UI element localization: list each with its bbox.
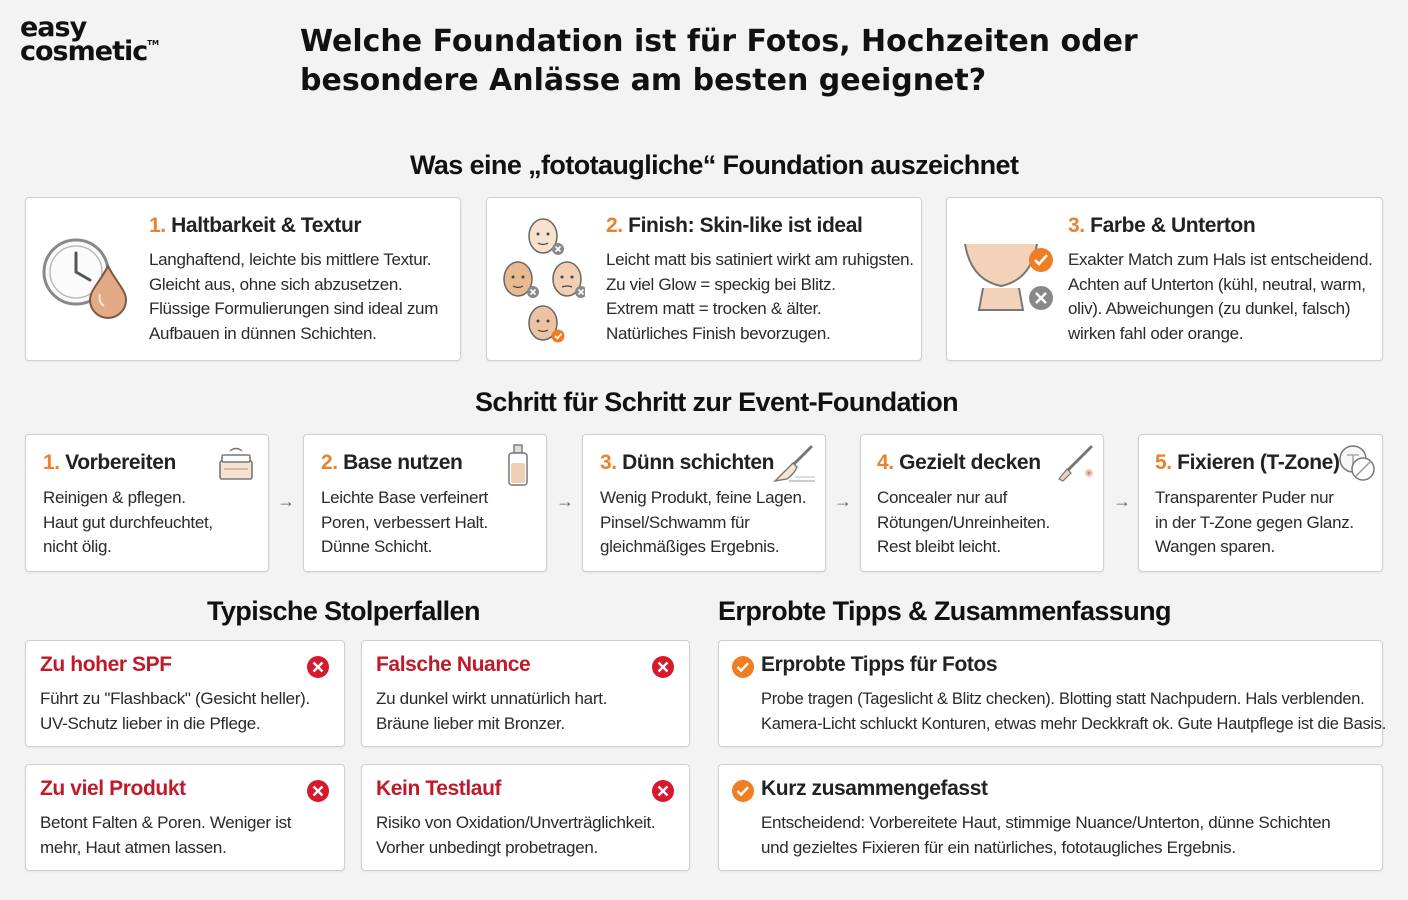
error-x-icon (306, 779, 330, 803)
feature-card-title (149, 214, 361, 238)
text-line: Langhaftend, leichte bis mittlere Textur. (149, 250, 432, 269)
step-number: 3. (600, 451, 617, 474)
text-line: Leichte Base verfeinert (321, 488, 488, 507)
text-line: mehr, Haut atmen lassen. (40, 837, 227, 857)
neck-match-icon (961, 238, 1061, 318)
step-card-text (877, 486, 1050, 560)
step-card-title (321, 451, 462, 475)
tip-text (761, 687, 1386, 736)
text-line: Exakter Match zum Hals ist entscheidend. (1068, 250, 1373, 269)
section-title-pitfalls: Typische Stolperfallen (207, 596, 480, 626)
feature-card-number: 1. (149, 214, 166, 237)
feature-card-durability (25, 197, 461, 361)
text-line: Haut gut durchfeuchtet, (43, 512, 213, 532)
feature-card-title (1068, 214, 1255, 238)
text-line: Zu dunkel wirkt unnatürlich hart. (376, 689, 608, 708)
feature-card-heading: Haltbarkeit & Textur (171, 214, 362, 237)
page-title: Welche Foundation ist für Fotos, Hochzeiten oder besondere Anlässe am besten geeignet? (300, 24, 1138, 98)
text-line: Betont Falten & Poren. Weniger ist (40, 813, 292, 832)
text-line: Dünne Schicht. (321, 537, 433, 556)
powder-icon (1337, 443, 1377, 483)
feature-card-text (606, 248, 914, 346)
pitfall-text (376, 811, 655, 860)
pitfall-card-product (25, 764, 345, 871)
text-line: Extrem matt = trocken & älter. (606, 299, 822, 318)
check-icon (731, 655, 755, 679)
text-line: gleichmäßiges Ergebnis. (600, 537, 780, 556)
step-card-text (43, 486, 213, 560)
step-card-title (877, 451, 1041, 475)
text-line: Transparenter Puder nur (1155, 488, 1334, 507)
text-line: Rötungen/Unreinheiten. (877, 512, 1050, 532)
step-card-title (1155, 451, 1340, 475)
text-line: in der T-Zone gegen Glanz. (1155, 512, 1354, 532)
error-x-icon (651, 779, 675, 803)
text-line: Leicht matt bis satiniert wirkt am ruhigsten. (606, 250, 914, 269)
step-card-prepare (25, 434, 269, 572)
cream-jar-icon (216, 447, 256, 483)
text-line: Kamera-Licht schluckt Konturen, etwas mehr Deckkraft ok. Gute Hautpflege ist die Basis. (761, 714, 1387, 733)
text-line: Poren, verbessert Halt. (321, 512, 488, 532)
step-card-fix (1138, 434, 1383, 572)
tip-title: Erprobte Tipps für Fotos (761, 653, 998, 676)
text-line: UV-Schutz lieber in die Pflege. (40, 713, 261, 733)
step-card-text (321, 486, 488, 560)
logo-line-1: easy (20, 12, 87, 43)
text-line: wirken fahl oder orange. (1068, 323, 1244, 343)
text-line: Wangen sparen. (1155, 537, 1275, 556)
text-line: Entscheidend: Vorbereitete Haut, stimmige Nuance/Unterton, dünne Schichten (761, 813, 1331, 832)
step-number: 1. (43, 451, 60, 474)
text-line: Wenig Produkt, feine Lagen. (600, 488, 807, 507)
text-line: Flüssige Formulierungen sind ideal zum (149, 299, 439, 318)
text-line: Risiko von Oxidation/Unverträglichkeit. (376, 813, 656, 832)
feature-card-number: 2. (606, 214, 623, 237)
foundation-bottle-icon (506, 443, 530, 487)
step-card-base (303, 434, 547, 572)
logo-line-2: cosmetic (20, 35, 148, 67)
step-number: 4. (877, 451, 894, 474)
pitfall-text (40, 811, 291, 860)
text-line: Concealer nur auf (877, 488, 1008, 507)
text-line: oliv). Abweichungen (zu dunkel, falsch) (1068, 299, 1351, 318)
arrow-right-icon: → (1113, 491, 1131, 511)
tip-card-summary (718, 764, 1383, 871)
pitfall-title: Zu viel Produkt (40, 777, 186, 800)
section-title-steps: Schritt für Schritt zur Event-Foundation (475, 387, 958, 417)
logo-trademark: TM (147, 38, 159, 47)
text-line: Achten auf Unterton (kühl, neutral, warm, (1068, 274, 1366, 294)
text-line: Bräune lieber mit Bronzer. (376, 713, 565, 733)
pitfall-text (40, 687, 310, 736)
tip-title: Kurz zusammengefasst (761, 777, 988, 800)
text-line: Vorher unbedingt probetragen. (376, 837, 598, 857)
clock-drop-icon (40, 236, 130, 322)
pitfall-title: Zu hoher SPF (40, 653, 172, 676)
step-number: 2. (321, 451, 338, 474)
text-line: Reinigen & pflegen. (43, 488, 186, 507)
step-heading: Dünn schichten (622, 451, 775, 474)
section-title-features: Was eine „fototaugliche“ Foundation auszeichnet (410, 150, 1019, 180)
feature-card-number: 3. (1068, 214, 1085, 237)
brush-icon (773, 443, 817, 483)
concealer-icon (1055, 443, 1097, 485)
arrow-right-icon: → (277, 491, 295, 511)
step-heading: Base nutzen (343, 451, 463, 474)
text-line: Pinsel/Schwamm für (600, 512, 750, 532)
pitfall-card-spf (25, 640, 345, 747)
text-line: Führt zu "Flashback" (Gesicht heller). (40, 689, 310, 708)
feature-card-heading: Finish: Skin-like ist ideal (628, 214, 863, 237)
pitfall-card-shade (361, 640, 690, 747)
step-card-title (600, 451, 774, 475)
text-line: und gezieltes Fixieren für ein natürliches, fototaugliches Ergebnis. (761, 837, 1236, 857)
feature-card-title (606, 214, 862, 238)
tip-text (761, 811, 1330, 860)
pitfall-title: Kein Testlauf (376, 777, 502, 800)
tip-card-photos (718, 640, 1387, 747)
text-line: Aufbauen in dünnen Schichten. (149, 323, 377, 343)
text-line: nicht ölig. (43, 537, 112, 556)
step-card-text (600, 486, 806, 560)
step-heading: Vorbereiten (65, 451, 176, 474)
text-line: Gleicht aus, ohne sich abzusetzen. (149, 274, 403, 294)
arrow-right-icon: → (834, 491, 852, 511)
text-line: Natürliches Finish bevorzugen. (606, 323, 831, 343)
error-x-icon (306, 655, 330, 679)
section-title-tips: Erprobte Tipps & Zusammenfassung (718, 596, 1171, 626)
feature-card-color (946, 197, 1383, 361)
feature-card-heading: Farbe & Unterton (1090, 214, 1256, 237)
step-heading: Gezielt decken (899, 451, 1041, 474)
check-icon (731, 779, 755, 803)
pitfall-title: Falsche Nuance (376, 653, 531, 676)
arrow-right-icon: → (556, 491, 574, 511)
faces-comparison-icon (499, 212, 585, 352)
step-number: 5. (1155, 451, 1172, 474)
step-card-layer (582, 434, 826, 572)
text-line: Zu viel Glow = speckig bei Blitz. (606, 274, 836, 294)
brand-logo (20, 12, 159, 67)
step-card-text (1155, 486, 1354, 560)
feature-card-text (1068, 248, 1373, 346)
error-x-icon (651, 655, 675, 679)
step-heading: Fixieren (T-Zone) (1177, 451, 1340, 474)
pitfall-card-test (361, 764, 690, 871)
text-line: Probe tragen (Tageslicht & Blitz checken). Blotting statt Nachpudern. Hals verblenden. (761, 690, 1365, 708)
feature-card-finish (486, 197, 922, 361)
step-card-conceal (860, 434, 1104, 572)
text-line: Rest bleibt leicht. (877, 537, 1001, 556)
step-card-title (43, 451, 176, 475)
pitfall-text (376, 687, 607, 736)
feature-card-text (149, 248, 438, 346)
